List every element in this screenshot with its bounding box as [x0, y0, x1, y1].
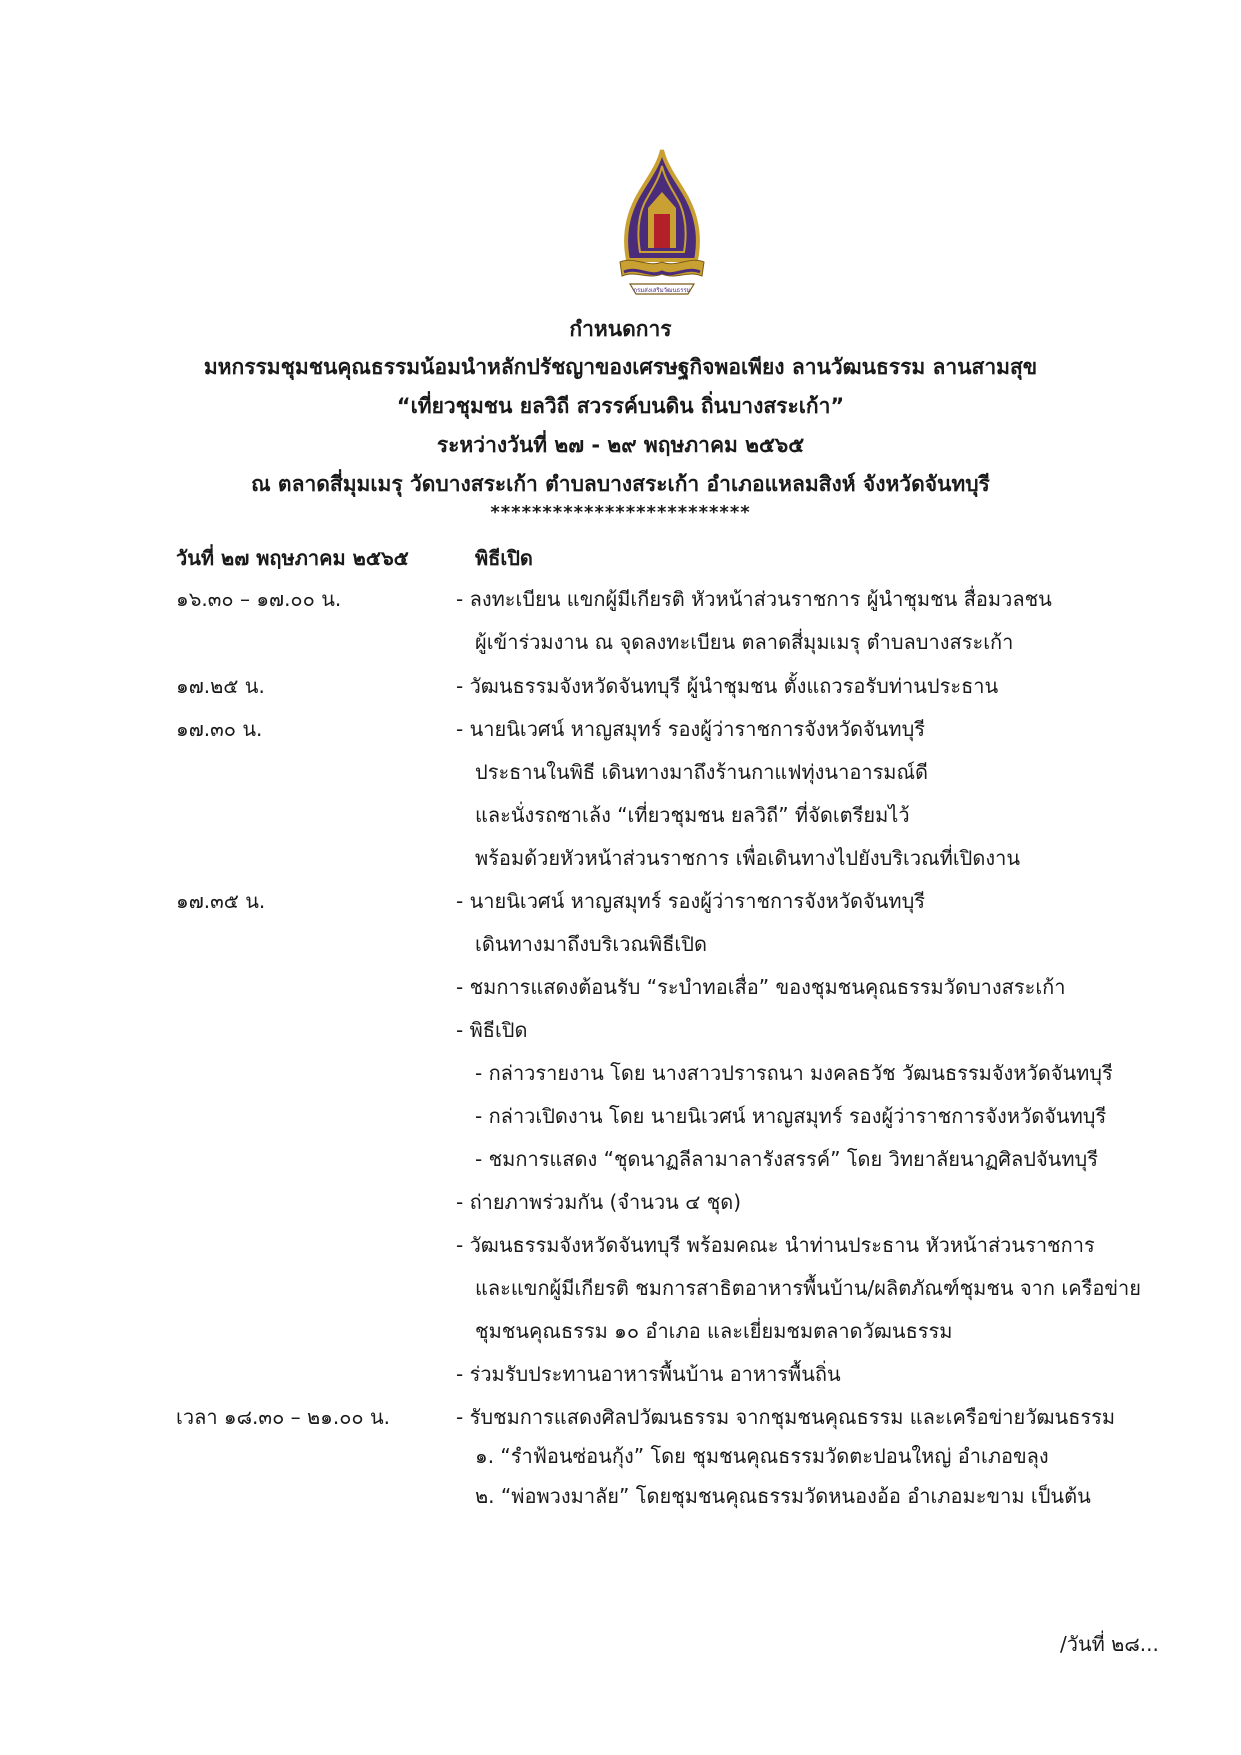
schedule-subitem: - กล่าวรายงาน โดย นางสาวปรารถนา มงคลธวัช วัฒนธรรมจังหวัดจันทบุรี	[475, 1061, 1113, 1085]
schedule-item: ประธานในพิธี เดินทางมาถึงร้านกาแฟทุ่งนาอารมณ์ดี	[475, 760, 929, 784]
schedule-item: และแขกผู้มีเกียรติ ชมการสาธิตอาหารพื้นบ้าน/ผลิตภัณฑ์ชุมชน จาก เครือข่าย	[475, 1276, 1141, 1300]
schedule-item: ผู้เข้าร่วมงาน ณ จุดลงทะเบียน ตลาดสี่มุมเมรุ ตำบลบางสระเก้า	[475, 630, 1014, 654]
event-theme: “เที่ยวชุมชน ยลวิถี สวรรค์บนดิน ถิ่นบางสระเก้า”	[396, 394, 845, 418]
schedule-item: ชุมชนคุณธรรม ๑๐ อำเภอ และเยี่ยมชมตลาดวัฒนธรรม	[475, 1319, 953, 1343]
schedule-item: - ร่วมรับประทานอาหารพื้นบ้าน อาหารพื้นถิ่น	[456, 1362, 841, 1386]
time-slot-5: เวลา ๑๘.๓๐ – ๒๑.๐๐ น.	[176, 1405, 391, 1429]
time-slot-4: ๑๗.๓๕ น.	[176, 889, 266, 913]
schedule-item: เดินทางมาถึงบริเวณพิธีเปิด	[475, 932, 707, 956]
event-dates: ระหว่างวันที่ ๒๗ - ๒๙ พฤษภาคม ๒๕๖๕	[436, 433, 805, 457]
schedule-subitem: ๒. “พ่อพวงมาลัย” โดยชุมชนคุณธรรมวัดหนองอ้อ อำเภอมะขาม เป็นต้น	[475, 1484, 1091, 1508]
schedule-item: - ลงทะเบียน แขกผู้มีเกียรติ หัวหน้าส่วนราชการ ผู้นำชุมชน สื่อมวลชน	[456, 587, 1052, 611]
schedule-item: - นายนิเวศน์ หาญสมุทร์ รองผู้ว่าราชการจังหวัดจันทบุรี	[456, 889, 926, 913]
event-name: มหกรรมชุมชนคุณธรรมน้อมนำหลักปรัชญาของเศรษฐกิจพอเพียง ลานวัฒนธรรม ลานสามสุข	[203, 355, 1038, 379]
schedule-item: พร้อมด้วยหัวหน้าส่วนราชการ เพื่อเดินทางไปยังบริเวณที่เปิดงาน	[475, 846, 1021, 870]
schedule-item: - ชมการแสดงต้อนรับ “ระบำทอเสื่อ” ของชุมชนคุณธรรมวัดบางสระเก้า	[456, 975, 1066, 999]
day-date: วันที่ ๒๗ พฤษภาคม ๒๕๖๕	[176, 546, 409, 570]
time-slot-1: ๑๖.๓๐ – ๑๗.๐๐ น.	[176, 587, 342, 611]
schedule-subitem: - กล่าวเปิดงาน โดย นายนิเวศน์ หาญสมุทร์ รองผู้ว่าราชการจังหวัดจันทบุรี	[475, 1104, 1107, 1128]
emblem-caption: กรมส่งเสริมวัฒนธรรม	[633, 287, 691, 294]
day-label: พิธีเปิด	[475, 546, 533, 570]
schedule-item: - วัฒนธรรมจังหวัดจันทบุรี ผู้นำชุมชน ตั้งแถวรอรับท่านประธาน	[456, 674, 999, 698]
schedule-subitem: ๑. “รำฟ้อนซ่อนกุ้ง” โดย ชุมชนคุณธรรมวัดตะปอนใหญ่ อำเภอขลุง	[475, 1444, 1049, 1468]
schedule-item: - พิธีเปิด	[456, 1018, 528, 1042]
schedule-subitem: - ชมการแสดง “ชุดนาฏลีลามาลารังสรรค์” โดย วิทยาลัยนาฏศิลปจันทบุรี	[475, 1147, 1098, 1171]
document-title: กำหนดการ	[569, 317, 672, 341]
continued-next-page: /วันที่ ๒๘...	[1060, 1632, 1159, 1656]
schedule-item: - นายนิเวศน์ หาญสมุทร์ รองผู้ว่าราชการจังหวัดจันทบุรี	[456, 717, 926, 741]
department-emblem-icon	[614, 148, 710, 300]
time-slot-2: ๑๗.๒๕ น.	[176, 674, 265, 698]
schedule-item: - รับชมการแสดงศิลปวัฒนธรรม จากชุมชนคุณธรรม และเครือข่ายวัฒนธรรม	[456, 1405, 1116, 1429]
divider: *************************	[490, 502, 751, 523]
time-slot-3: ๑๗.๓๐ น.	[176, 717, 263, 741]
schedule-item: และนั่งรถซาเล้ง “เที่ยวชุมชน ยลวิถี” ที่จัดเตรียมไว้	[475, 803, 910, 827]
schedule-item: - วัฒนธรรมจังหวัดจันทบุรี พร้อมคณะ นำท่านประธาน หัวหน้าส่วนราชการ	[456, 1233, 1095, 1257]
schedule-item: - ถ่ายภาพร่วมกัน (จำนวน ๔ ชุด)	[456, 1190, 742, 1214]
event-venue: ณ ตลาดสี่มุมเมรุ วัดบางสระเก้า ตำบลบางสระเก้า อำเภอแหลมสิงห์ จังหวัดจันทบุรี	[251, 472, 990, 496]
